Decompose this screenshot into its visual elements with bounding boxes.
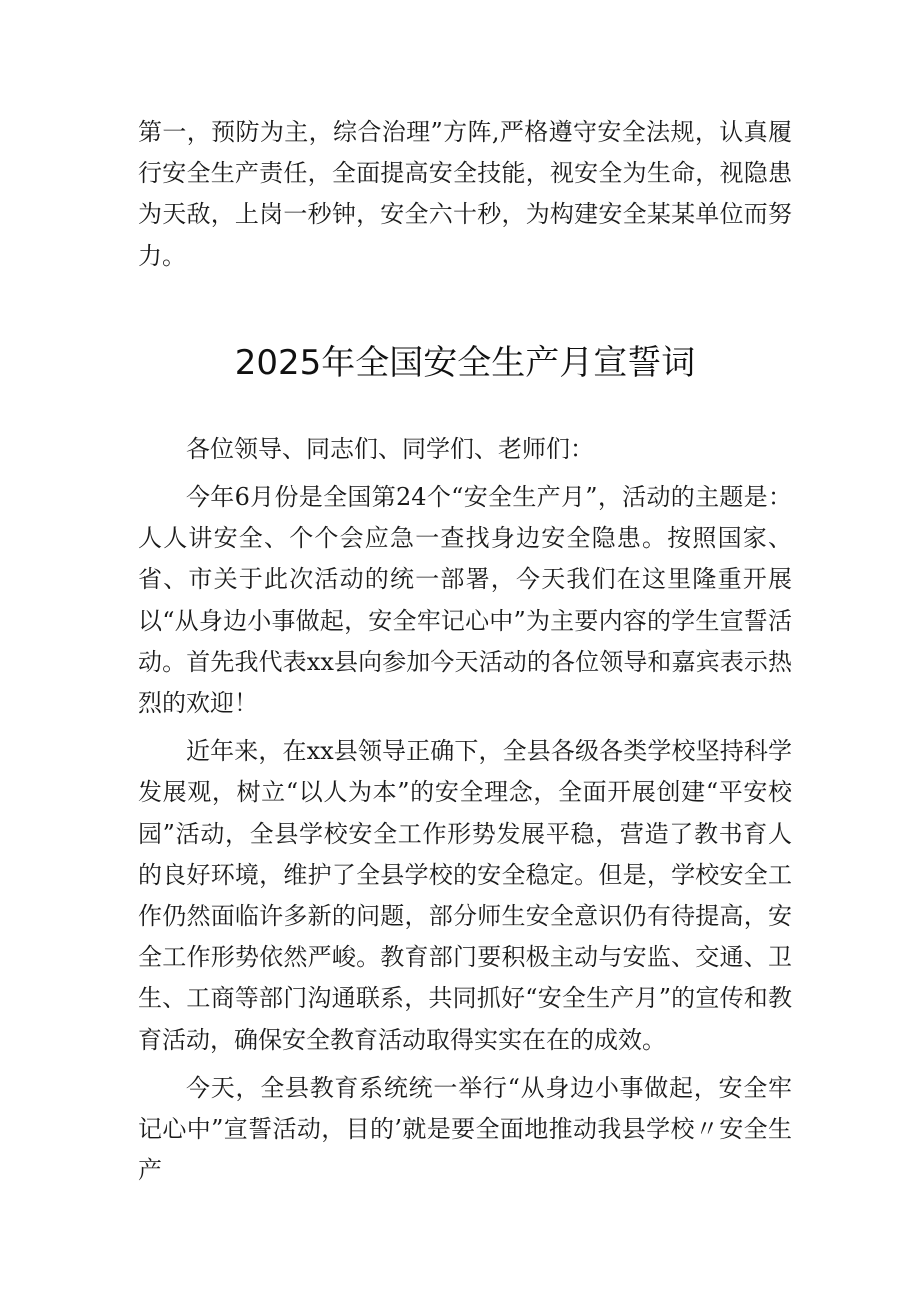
- greeting-line: 各位领导、同志们、同学们、老师们：: [186, 434, 594, 463]
- intro-paragraph: 第一，预防为主，综合治理”方阵,严格遵守安全法规，认真履行安全生产责任，全面提高安全技能，视安全为生命，视隐患为天敌，上岗一秒钟，安全六十秒，为构建安全某某单位而努力。: [138, 118, 792, 270]
- paragraph-recent-years: 近年来，在xx县领导正确下，全县各级各类学校坚持科学发展观，树立“以人为本”的安全理念，全面开展创建“平安校园”活动，全县学校安全工作形势发展平稳，营造了教书育人的良好环境，维护了全县学校的安全稳定。但是，学校安全工作仍然面临许多新的问题，部分师生安全意识仍有待提高，安全工作形势依然严峻。教育部门要积极主动与安监、交通、卫生、工商等部门沟通联系，共同抓好“安全生产月”的宣传和教育活动，确保安全教育活动取得实实在在的成效。: [138, 737, 792, 1054]
- document-title: 2025年全国安全生产月宣誓词: [234, 342, 696, 383]
- document-body: [138, 112, 792, 1198]
- paragraph-safety-month: 今年6月份是全国第24个“安全生产月”，活动的主题是：人人讲安全、个个会应急一查找身边安全隐患。按照国家、省、市关于此次活动的统一部署，今天我们在这里隆重开展以“从身边小事做起，安全牢记心中”为主要内容的学生宣誓活动。首先我代表xx县向参加今天活动的各位领导和嘉宾表示热烈的欢迎！: [138, 483, 792, 718]
- paragraph-today-activity: 今天，全县教育系统统一举行“从身边小事做起，安全牢记心中”宣誓活动，目的’就是要全面地推动我县学校〃安全生产: [138, 1073, 792, 1185]
